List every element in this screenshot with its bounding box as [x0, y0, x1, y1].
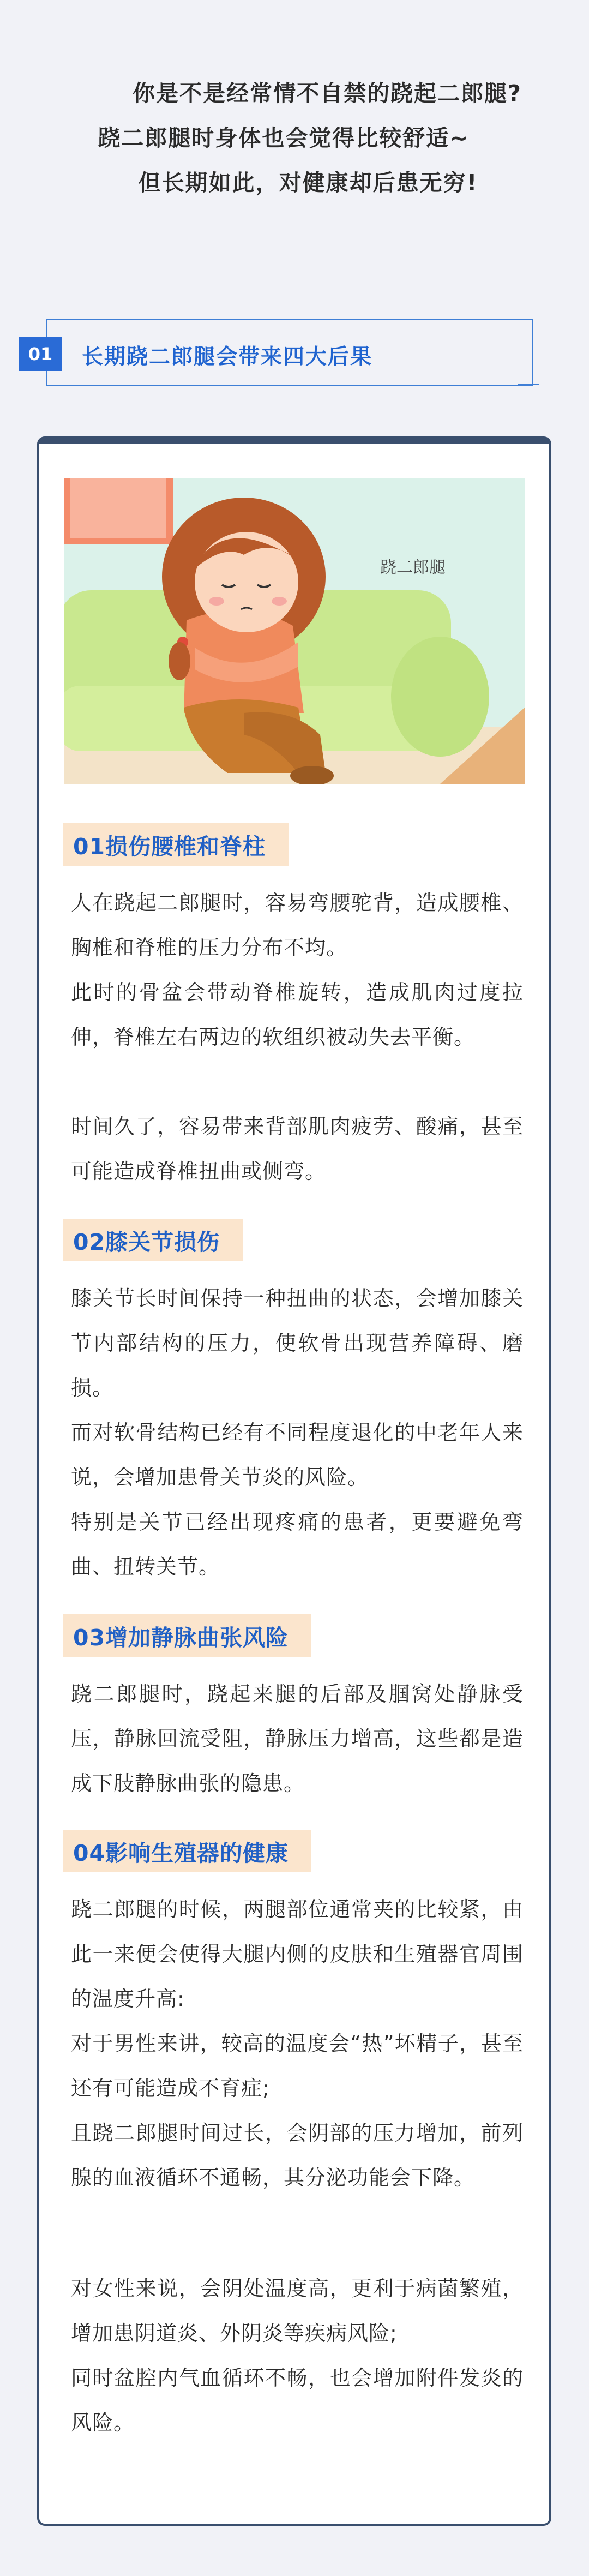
- illustration-caption: 跷二郎腿: [380, 558, 446, 577]
- intro-line-1: 你是不是经常情不自禁的跷起二郎腿?: [133, 80, 522, 106]
- subsection-1-paragraph-1: 人在跷起二郎腿时，容易弯腰驼背，造成腰椎、胸椎和脊椎的压力分布不均。: [71, 891, 524, 960]
- section-header: [19, 319, 537, 385]
- subsection-1-paragraph-3: 时间久了，容易带来背部肌肉疲劳、酸痛，甚至可能造成脊椎扭曲或侧弯。: [71, 1115, 524, 1183]
- subsection-4-paragraph-5: 同时盆腔内气血循环不畅，也会增加附件发炎的风险。: [71, 2366, 524, 2435]
- subsection-4-paragraph-3: 且跷二郎腿时间过长，会阴部的压力增加，前列腺的血液循环不通畅，其分泌功能会下降。: [71, 2121, 524, 2190]
- section-number-badge: 01: [19, 337, 62, 371]
- subsection-1-paragraph-2: 此时的骨盆会带动脊椎旋转，造成肌肉过度拉伸，脊椎左右两边的软组织被动失去平衡。: [71, 980, 524, 1049]
- subsection-4-paragraph-2: 对于男性来讲，较高的温度会“热”坏精子，甚至还有可能造成不育症;: [71, 2032, 524, 2100]
- subsection-2-paragraph-3: 特别是关节已经出现疼痛的患者，更要避免弯曲、扭转关节。: [71, 1510, 524, 1579]
- intro-line-2: 跷二郎腿时身体也会觉得比较舒适~: [98, 125, 470, 151]
- subsection-heading-2: 02膝关节损伤: [63, 1219, 243, 1261]
- subsection-heading-4: 04影响生殖器的健康: [63, 1830, 311, 1872]
- subsection-2-paragraph-2: 而对软骨结构已经有不同程度退化的中老年人来说，会增加患骨关节炎的风险。: [71, 1421, 524, 1489]
- subsection-heading-3: 03增加静脉曲张风险: [63, 1614, 311, 1657]
- cross-legged-girl-illustration: [64, 478, 525, 784]
- subsection-2-paragraph-1: 膝关节长时间保持一种扭曲的状态，会增加膝关节内部结构的压力，使软骨出现营养障碍、磨损。: [71, 1286, 524, 1400]
- subsection-4-paragraph-4: 对女性来说，会阴处温度高，更利于病菌繁殖，增加患阴道炎、外阴炎等疾病风险;: [71, 2277, 524, 2345]
- subsection-heading-1: 01损伤腰椎和脊柱: [63, 823, 289, 866]
- subsection-3-paragraph-1: 跷二郎腿时，跷起来腿的后部及腘窝处静脉受压，静脉回流受阻，静脉压力增高，这些都是造成下肢静脉曲张的隐患。: [71, 1682, 524, 1795]
- section-header-tick: [518, 384, 539, 385]
- subsection-4-paragraph-1: 跷二郎腿的时候，两腿部位通常夹的比较紧，由此一来便会使得大腿内侧的皮肤和生殖器官周围的温度升高:: [71, 1897, 524, 2011]
- content-card: [37, 436, 551, 2526]
- intro-text: [0, 71, 589, 205]
- section-title: 长期跷二郎腿会带来四大后果: [82, 345, 373, 369]
- intro-line-3: 但长期如此，对健康却后患无穷!: [138, 170, 478, 196]
- illustration: [64, 478, 525, 784]
